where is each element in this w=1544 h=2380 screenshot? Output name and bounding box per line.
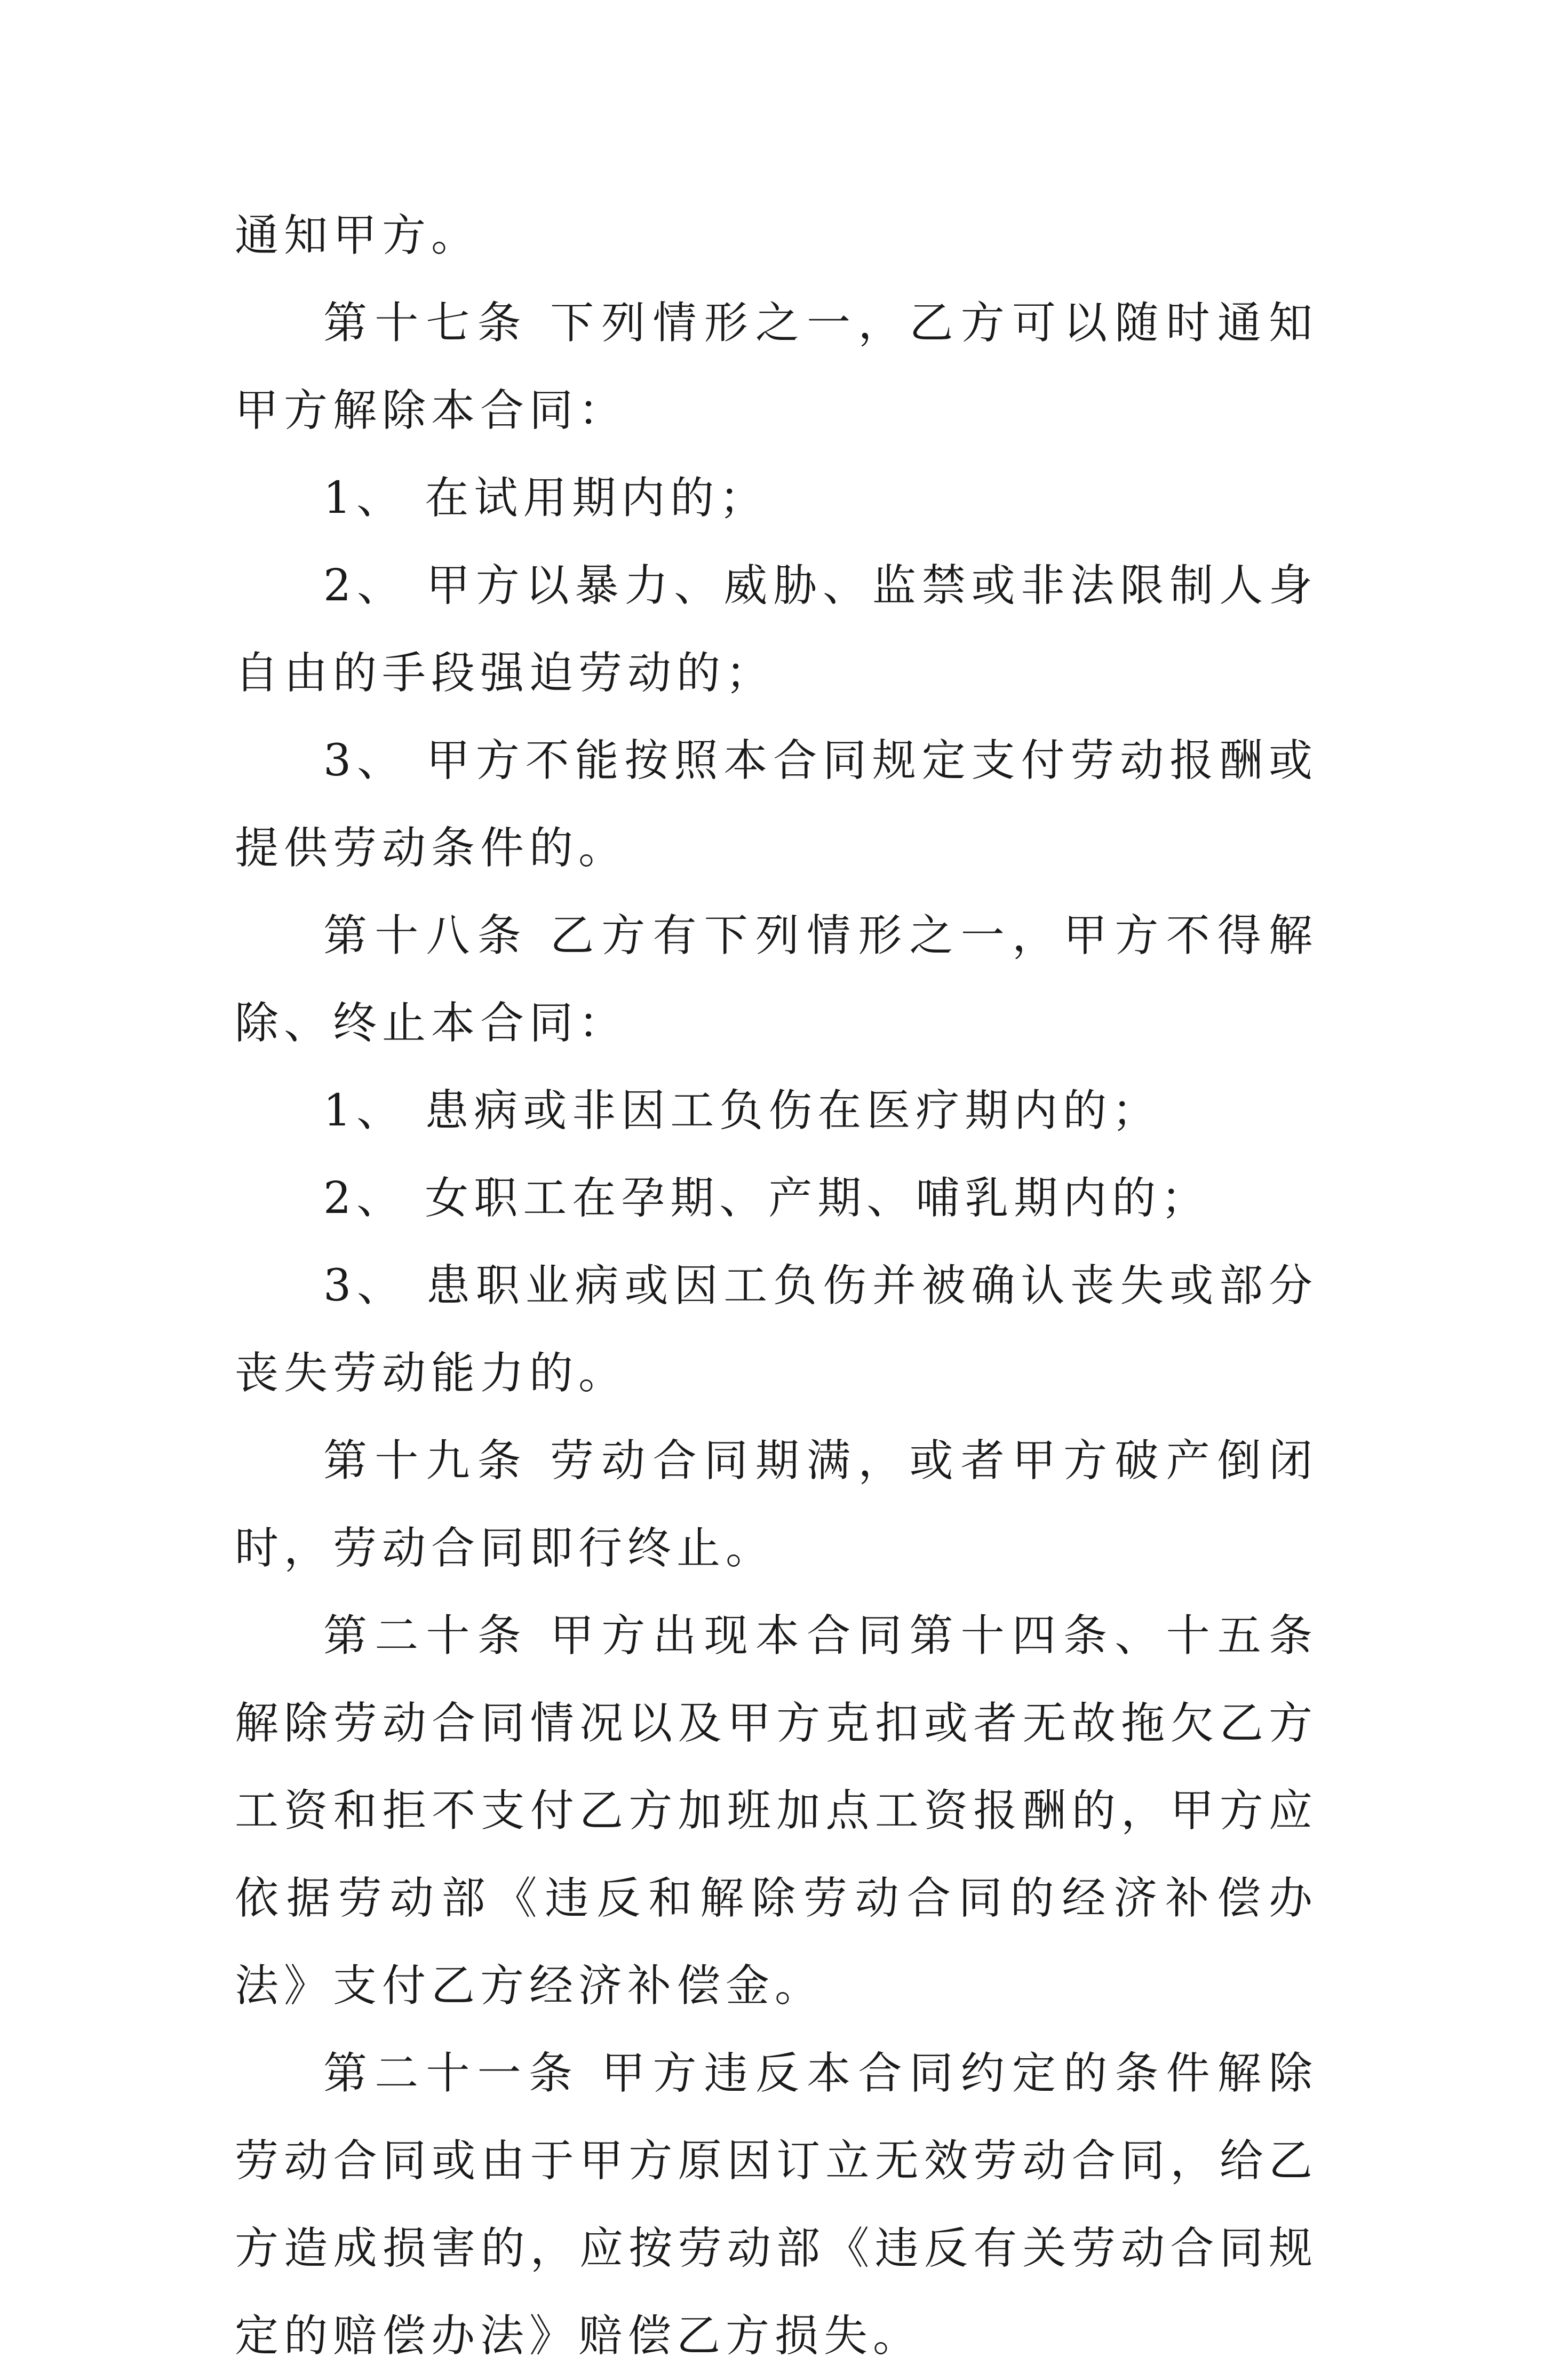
article-21: 第二十一条 甲方违反本合同约定的条件解除劳动合同或由于甲方原因订立无效劳动合同，给乙方造成损害的，应按劳动部《违反有关劳动合同规定的赔偿办法》赔偿乙方损失。 — [235, 2048, 1318, 2361]
article-19: 第十九条 劳动合同期满，或者甲方破产倒闭时，劳动合同即行终止。 — [235, 1435, 1318, 1574]
article-17-item-3: 3、 甲方不能按照本合同规定支付劳动报酬或提供劳动条件的。 — [235, 735, 1318, 874]
article-18-item-1: 1、 患病或非因工负伤在医疗期内的； — [323, 1085, 1161, 1136]
paragraph-continuation: 通知甲方。 — [235, 210, 481, 261]
article-17-item-1: 1、 在试用期内的； — [323, 473, 769, 523]
article-17-item-2: 2、 甲方以暴力、威胁、监禁或非法限制人身自由的手段强迫劳动的； — [235, 560, 1318, 699]
article-20: 第二十条 甲方出现本合同第十四条、十五条解除劳动合同情况以及甲方克扣或者无故拖欠乙方工资和拒不支付乙方加班加点工资报酬的，甲方应依据劳动部《违反和解除劳动合同的经济补偿办法》支付乙方经济补偿金。 — [235, 1611, 1318, 2011]
article-18: 第十八条 乙方有下列情形之一，甲方不得解除、终止本合同： — [235, 910, 1318, 1049]
article-18-item-2: 2、 女职工在孕期、产期、哺乳期内的； — [323, 1173, 1211, 1224]
article-18-item-3: 3、 患职业病或因工负伤并被确认丧失或部分丧失劳动能力的。 — [235, 1260, 1318, 1399]
document-body — [235, 192, 1318, 2380]
article-17: 第十七条 下列情形之一，乙方可以随时通知甲方解除本合同： — [235, 298, 1318, 436]
